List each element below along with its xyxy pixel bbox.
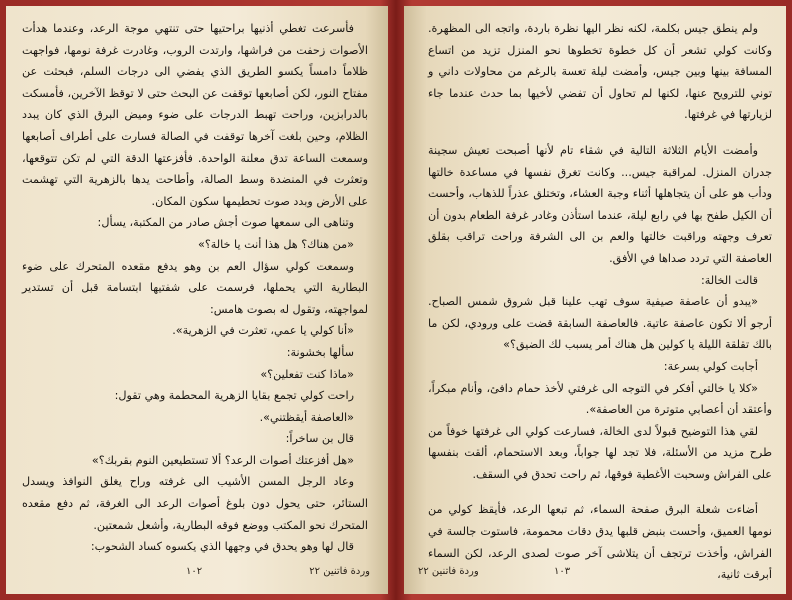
paragraph: «هل أفزعتك أصوات الرعد؟ ألا تستطيعين النوم بقربك؟» bbox=[91, 453, 354, 467]
left-page-text bbox=[22, 18, 368, 554]
paragraph: «العاصفة أيقظتني». bbox=[259, 410, 354, 424]
paragraph: وعاد الرجل المسن الأشيب الى غرفته وراح يغلق النوافذ ويسدل الستائر، حتى يحول دون بلوغ أصوات الرعد الى الغرفة، ثم دفع مقعده المتحرك نحو المكتب ووضع فوقه البطارية، وأشعل شمعتين. bbox=[22, 475, 368, 532]
left-page-footer bbox=[6, 566, 388, 584]
paragraph: قال بن ساخراً: bbox=[285, 432, 354, 446]
paragraph: «كلا يا خالتي أفكر في التوجه الى غرفتي لأخذ حمام دافئ، وأنام مبكراً، وأعتقد أن أعصابي متوترة من العاصفة». bbox=[428, 381, 772, 417]
left-page bbox=[6, 6, 388, 594]
paragraph: قال لها وهو يحدق في وجهها الذي يكسوه كساد الشحوب: bbox=[90, 540, 354, 554]
paragraph: ولم ينطق جيس بكلمة، لكنه نظر اليها نظرة باردة، واتجه الى المظهرة. وكانت كولي تشعر أن كل خطوة تخطوها نحو المنزل تزيد من اتساع المسافة بينها وبين جيس، وأمضت ليلة تعسة بالرغم من محاولات داني و توني للترويح عنها، لكنها لم تحاول أن تفضي لأخيها بما حدث عندما جاء لزيارتها في غرفتها. bbox=[428, 22, 772, 122]
paragraph: سألها بخشونة: bbox=[286, 345, 354, 359]
paragraph: «ماذا كنت تفعلين؟» bbox=[260, 367, 354, 381]
page-number: ١٠٢ bbox=[186, 566, 203, 577]
paragraph: أجابت كولي بسرعة: bbox=[663, 359, 758, 373]
paragraph: وسمعت كولي سؤال العم بن وهو يدفع مقعده المتحرك على ضوء البطارية التي يحملها، فرسمت على شفتيها ابتسامة قبل أن تستدير لمواجهته، وتقول له بصوت هامس: bbox=[22, 259, 368, 316]
paragraph: وأمضت الأيام الثلاثة التالية في شقاء تام لأنها أصبحت تعيش سجينة جدران المنزل. لمراقبة جيس... وكانت تغرق نفسها في مساعدة خالتها ودأب هو على أن يتجاهلها أثناء وجبة العشاء، وتختلق عذراً للذهاب، وأحست أن الكيل طفح بها في رابع ليلة، عندما استأذن وغادر غرفة الطعام بدون أن تعرف وجهته وراقبت خالتها والعم بن الى الشرفة وراحت تراقب بقلق العاصفة التي تردد صداها في الأفق. bbox=[428, 143, 772, 265]
paragraph: قالت الخالة: bbox=[700, 273, 758, 287]
paragraph: «من هناك؟ هل هذا أنت يا خالة؟» bbox=[197, 237, 354, 251]
running-title: وردة فاتنين ٢٢ bbox=[418, 566, 479, 577]
paragraph: لقي هذا التوضيح قبولاً لدى الخالة، فسارعت كولي الى غرفتها خوفاً من طرح مزيد من الأسئلة، فلا تجد لها جواباً، وبعد الاستحمام، ألقت بنفسها على الفراش وسحبت الأغطية فوقها، ثم راحت تحدق في السقف. bbox=[428, 424, 772, 481]
paragraph: «أنا كولي يا عمي، تعثرت في الزهرية». bbox=[172, 324, 354, 338]
paragraph: فأسرعت تغطي أذنيها براحتيها حتى تنتهي موجة الرعد، وعندما هدأت الأصوات زحفت من فراشها، وارتدت الروب، وغادرت غرفة نومها، فواجهت ظلاماً دامساً يكسو الطريق الذي يفضي الى درجات السلم، فبحثت عن مفتاح النور، لكن أصابعها توقفت عن البحث حتى لا توقظ الآخرين، فأمسكت بالدرابزين، وراحت تهبط الدرجات على ضوء وميض البرق الذي كان يبدد الظلام، وحين بلغت آخرها توقفت في الصالة فسارت على أطراف أصابعها وسمعت الساعة تدق معلنة الواحدة. فأفزعتها الدقة التي لم تكن تتوقعها، وتعثرت في المنضدة وسط الصالة، وأطاحت يدها بالزهرية التي تهشمت على الأرض وبدد صوت تحطيمها سكون المكان. bbox=[22, 22, 368, 208]
right-page-footer bbox=[404, 566, 786, 584]
paragraph: أضاءت شعلة البرق صفحة السماء، ثم تبعها الرعد، فأيقظ كولي من نومها العميق، وأحست بنبض قلبها يدق دقات محمومة، فاستوت جالسة في الفراش، وأخذت ترتجف أن يتلاشى آخر صوت لصدى الرعد، لكن السماء أبرقت ثانية، bbox=[428, 503, 772, 582]
right-page bbox=[404, 6, 786, 594]
paragraph: «يبدو أن عاصفة صيفية سوف تهب علينا قبل شروق شمس الصباح. أرجو ألا تكون عاصفة عاتية. فالعاصفة السابقة قضت على ورودي، لكن ما بالك تقلقة الليلة يا كولين هل هناك أمر يسبب لك الضيق؟» bbox=[428, 295, 772, 352]
paragraph: راحت كولي تجمع بقايا الزهرية المحطمة وهي تقول: bbox=[114, 389, 354, 403]
page-number: ١٠٣ bbox=[554, 566, 571, 577]
running-title: وردة فاتنين ٢٢ bbox=[309, 566, 370, 577]
paragraph: وتناهى الى سمعها صوت أجش صادر من المكتبة، يسأل: bbox=[97, 216, 354, 230]
